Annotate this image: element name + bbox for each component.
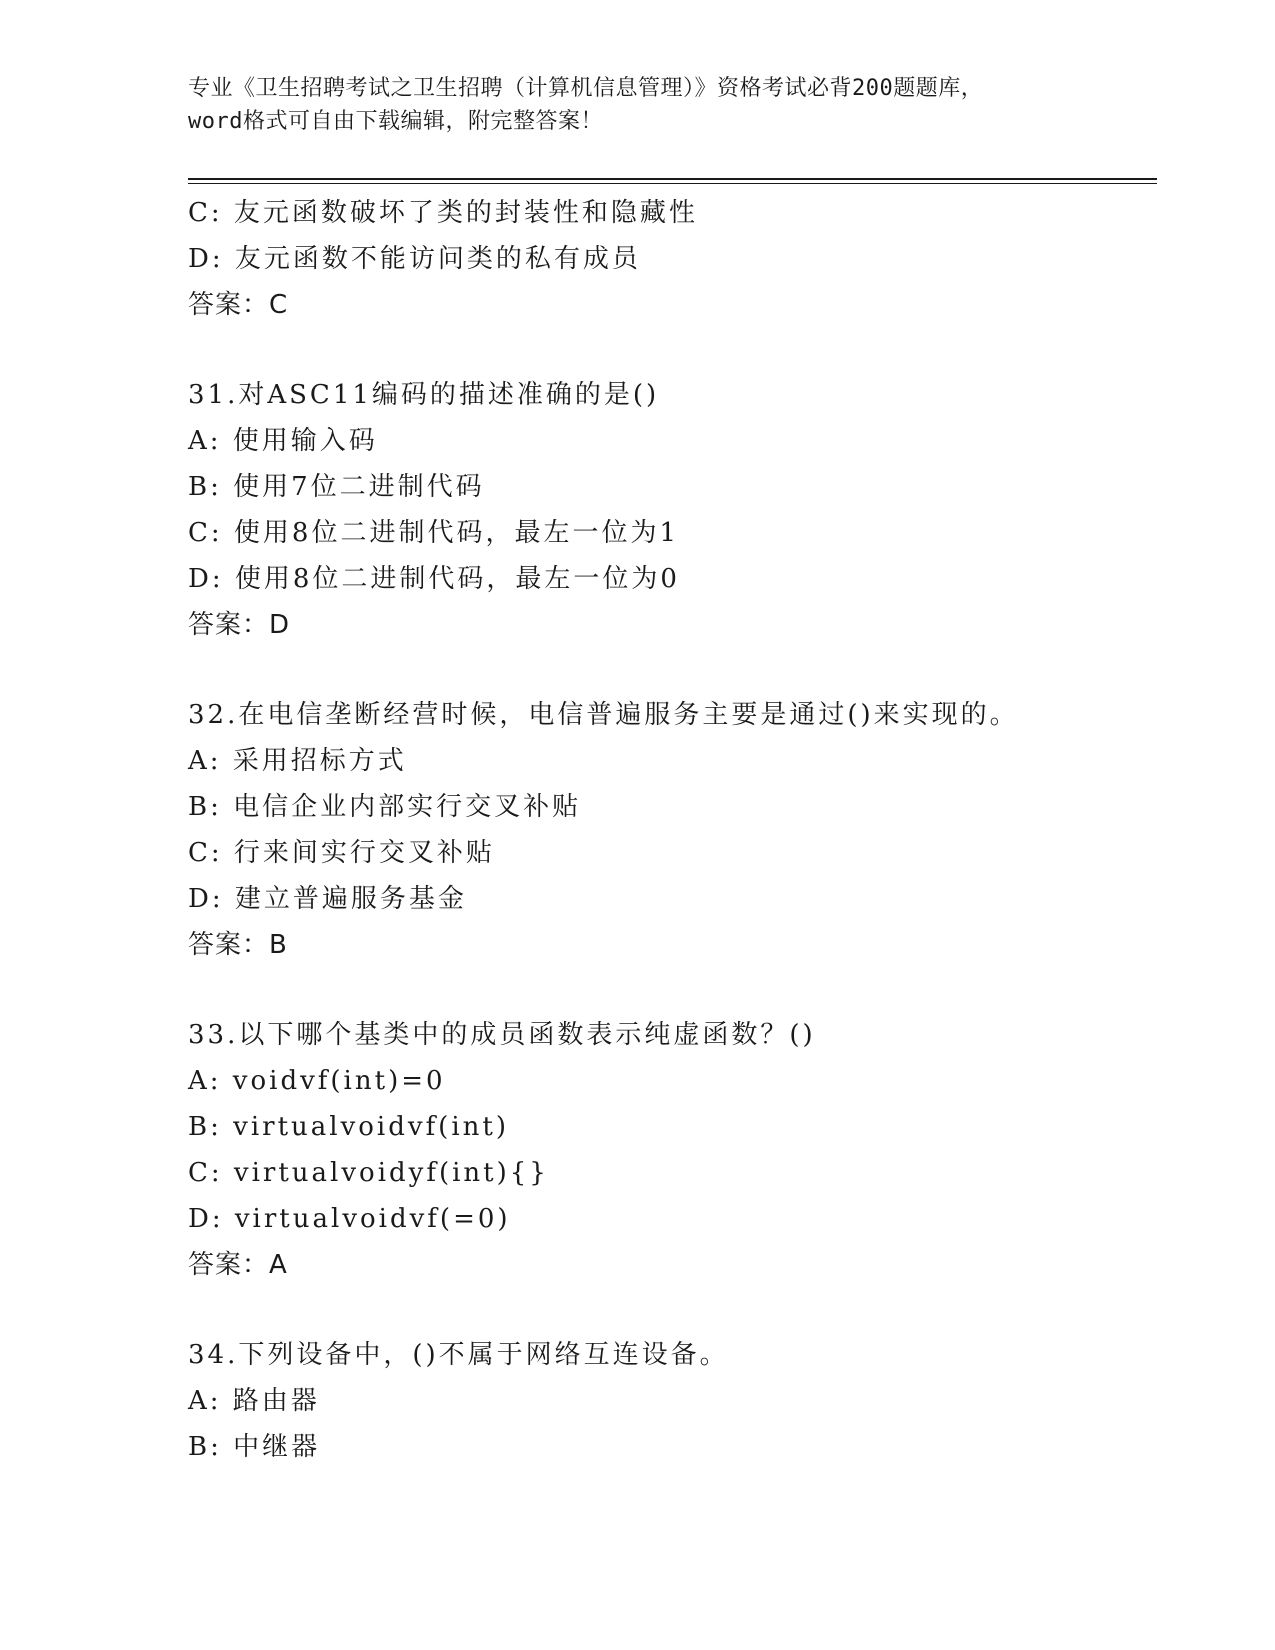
question-text: 33.以下哪个基类中的成员函数表示纯虚函数？() [188, 1020, 816, 1050]
option-b: B: 使用7位二进制代码 [188, 472, 485, 502]
header-divider-thin [188, 183, 1157, 184]
answer-line: 答案：D [188, 610, 291, 640]
option-d: D: 使用8位二进制代码，最左一位为0 [188, 564, 680, 594]
option-c: C: virtualvoidyf(int){} [188, 1158, 549, 1188]
option-a: A: voidvf(int)=0 [188, 1066, 446, 1096]
answer-line: 答案：C [188, 290, 289, 320]
option-c: C: 行来间实行交叉补贴 [188, 838, 495, 868]
question-block-30 [188, 190, 1157, 328]
option-d: D: virtualvoidvf(=0) [188, 1204, 511, 1234]
option-d: D: 建立普遍服务基金 [188, 884, 467, 914]
option-d: D: 友元函数不能访问类的私有成员 [188, 244, 641, 274]
header-line-1: 专业《卫生招聘考试之卫生招聘（计算机信息管理）》资格考试必背200题题库， [188, 76, 984, 101]
question-block-32 [188, 692, 1157, 968]
option-b: B: virtualvoidvf(int) [188, 1112, 509, 1142]
question-block-31 [188, 372, 1157, 648]
option-c: C: 友元函数破坏了类的封装性和隐藏性 [188, 198, 698, 228]
answer-line: 答案：A [188, 1250, 288, 1280]
question-text: 31.对ASC11编码的描述准确的是() [188, 380, 660, 410]
question-text: 34.下列设备中，()不属于网络互连设备。 [188, 1340, 729, 1370]
question-block-34 [188, 1332, 1157, 1470]
option-a: A: 使用输入码 [188, 426, 378, 456]
option-a: A: 路由器 [188, 1386, 320, 1416]
answer-line: 答案：B [188, 930, 288, 960]
document-header [188, 72, 1088, 138]
option-a: A: 采用招标方式 [188, 746, 407, 776]
option-b: B: 中继器 [188, 1432, 321, 1462]
question-text: 32.在电信垄断经营时候，电信普遍服务主要是通过()来实现的。 [188, 700, 1019, 730]
option-b: B: 电信企业内部实行交叉补贴 [188, 792, 582, 822]
header-divider-thick [188, 178, 1157, 180]
question-list [188, 190, 1157, 1470]
question-block-33 [188, 1012, 1157, 1288]
header-line-2: word格式可自由下载编辑，附完整答案！ [188, 109, 603, 134]
option-c: C: 使用8位二进制代码，最左一位为1 [188, 518, 680, 548]
